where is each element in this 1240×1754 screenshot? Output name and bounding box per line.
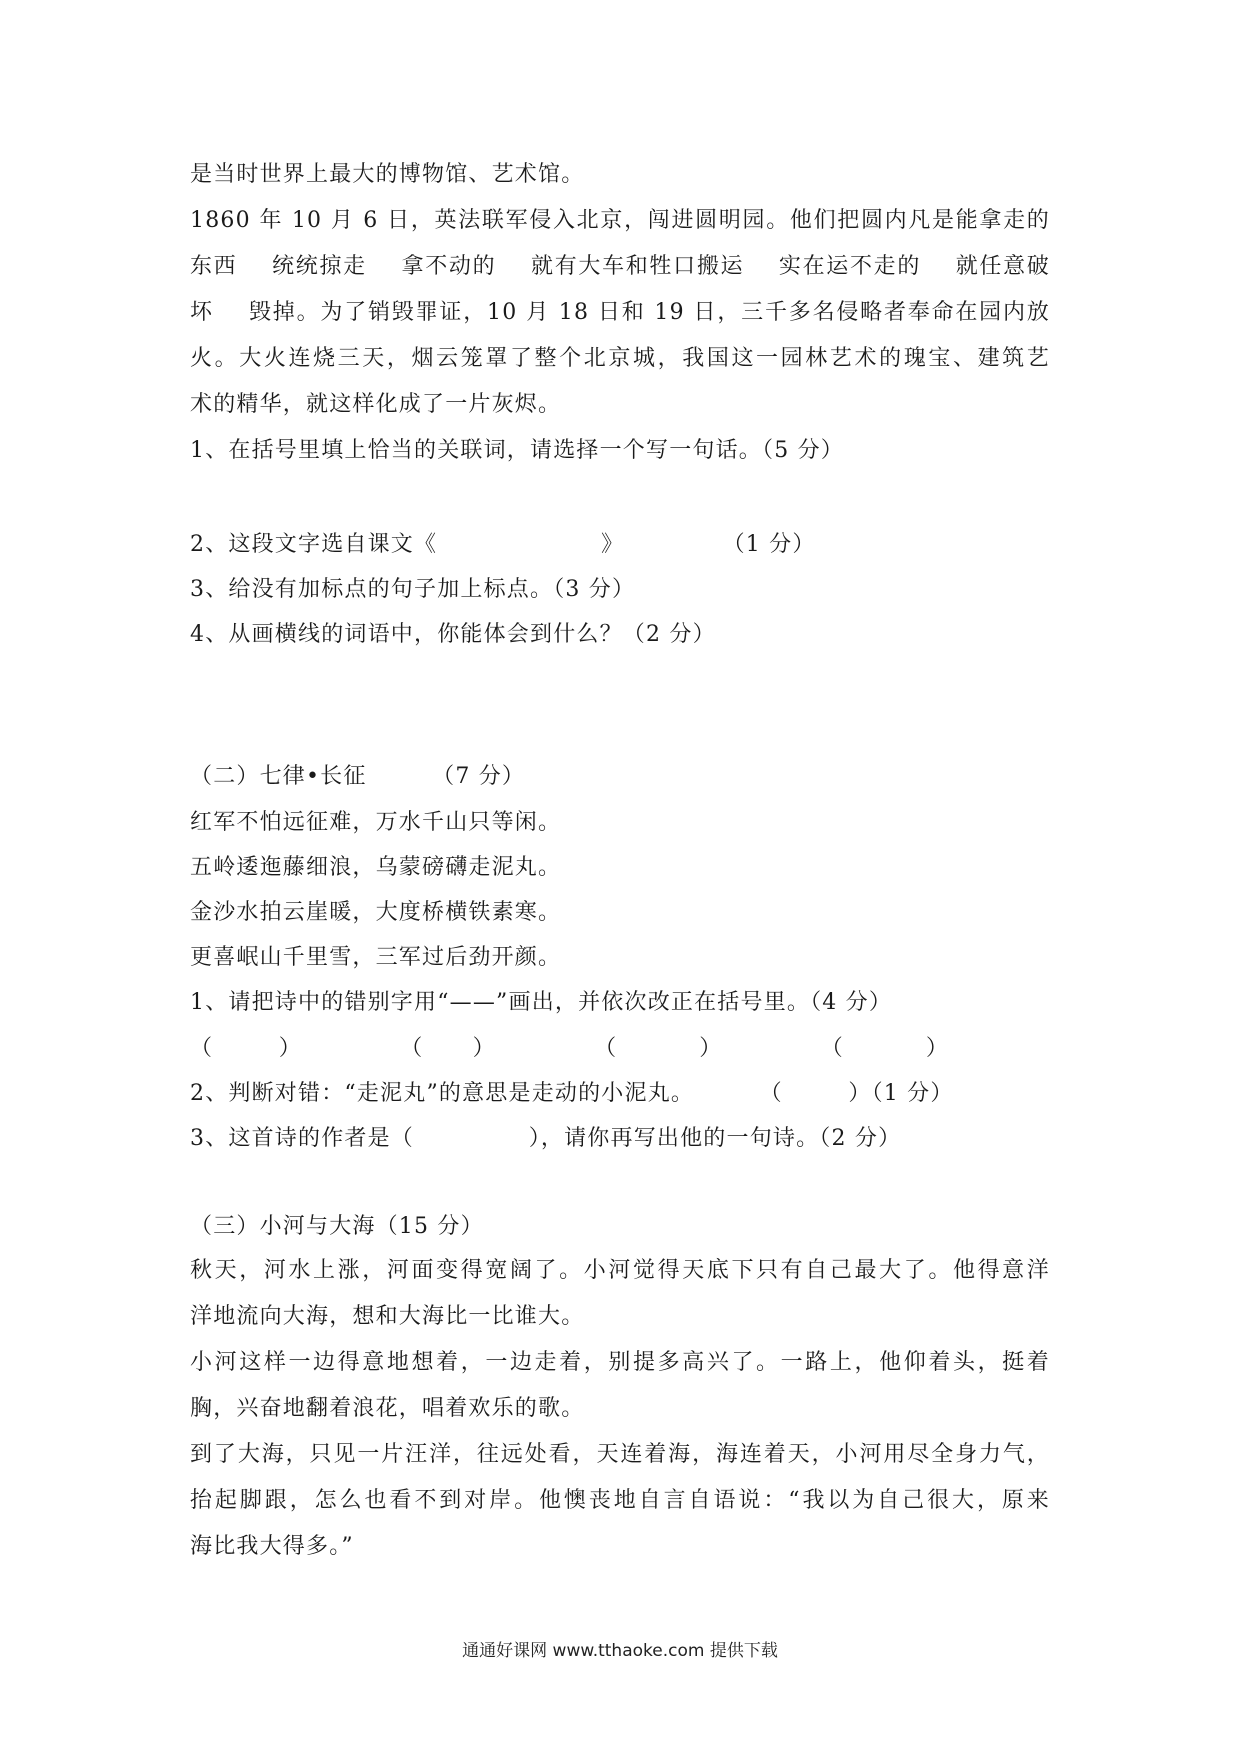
- passage3-line: 抬起脚跟，怎么也看不到对岸。他懊丧地自言自语说：“我以为自己很大，原来: [190, 1488, 1050, 1513]
- passage3-line: 到了大海，只见一片汪洋，往远处看，天连着海，海连着天，小河用尽全身力气，: [190, 1442, 1050, 1467]
- question-3: 3、给没有加标点的句子加上标点。（3 分）: [190, 577, 636, 602]
- passage1-line: 火。大火连烧三天，烟云笼罩了整个北京城，我国这一园林艺术的瑰宝、建筑艺: [190, 346, 1050, 371]
- question-1: 1、在括号里填上恰当的关联词，请选择一个写一句话。（5 分）: [190, 438, 844, 463]
- poem-question-1: 1、请把诗中的错别字用“——”画出，并依次改正在括号里。（4 分）: [190, 990, 893, 1015]
- poem-question-3: 3、这首诗的作者是（ ），请你再写出他的一句诗。（2 分）: [190, 1126, 902, 1151]
- passage1-line: 1860 年 10 月 6 日，英法联军侵入北京，闯进圆明园。他们把圆内凡是能拿走的: [190, 208, 1050, 233]
- passage3-heading: （三）小河与大海（15 分）: [190, 1214, 484, 1239]
- poem-line: 金沙水拍云崖暖，大度桥横铁素寒。: [190, 900, 562, 925]
- page-footer: 通通好课网 www.tthaoke.com 提供下载: [462, 1641, 778, 1661]
- passage3-line: 海比我大得多。”: [190, 1534, 354, 1559]
- question-4: 4、从画横线的词语中，你能体会到什么？（2 分）: [190, 622, 716, 647]
- poem-line: 更喜岷山千里雪，三军过后劲开颜。: [190, 945, 562, 970]
- passage3-line: 秋天，河水上涨，河面变得宽阔了。小河觉得天底下只有自己最大了。他得意洋: [190, 1258, 1050, 1283]
- passage1-line: 坏 毁掉。为了销毁罪证，10 月 18 日和 19 日，三千多名侵略者奉命在园内放: [190, 300, 1050, 325]
- passage1-line: 术的精华，就这样化成了一片灰烬。: [190, 392, 562, 417]
- poem-heading: （二）七律•长征 （7 分）: [190, 764, 526, 789]
- passage3-line: 洋地流向大海，想和大海比一比谁大。: [190, 1304, 585, 1329]
- passage1-line: 是当时世界上最大的博物馆、艺术馆。: [190, 162, 585, 187]
- poem-question-2: 2、判断对错：“走泥丸”的意思是走动的小泥丸。 （ ）（1 分）: [190, 1081, 954, 1106]
- poem-line: 红军不怕远征难，万水千山只等闲。: [190, 810, 562, 835]
- passage1-line: 东西 统统掠走 拿不动的 就有大车和牲口搬运 实在运不走的 就任意破: [190, 254, 1050, 279]
- answer-brackets: （ ） （ ） （ ） （ ）: [190, 1036, 950, 1061]
- passage3-line: 胸，兴奋地翻着浪花，唱着欢乐的歌。: [190, 1396, 585, 1421]
- passage3-line: 小河这样一边得意地想着，一边走着，别提多高兴了。一路上，他仰着头，挺着: [190, 1350, 1050, 1375]
- question-2: 2、这段文字选自课文《 》 （1 分）: [190, 532, 816, 557]
- poem-line: 五岭逶迤藤细浪，乌蒙磅礴走泥丸。: [190, 855, 562, 880]
